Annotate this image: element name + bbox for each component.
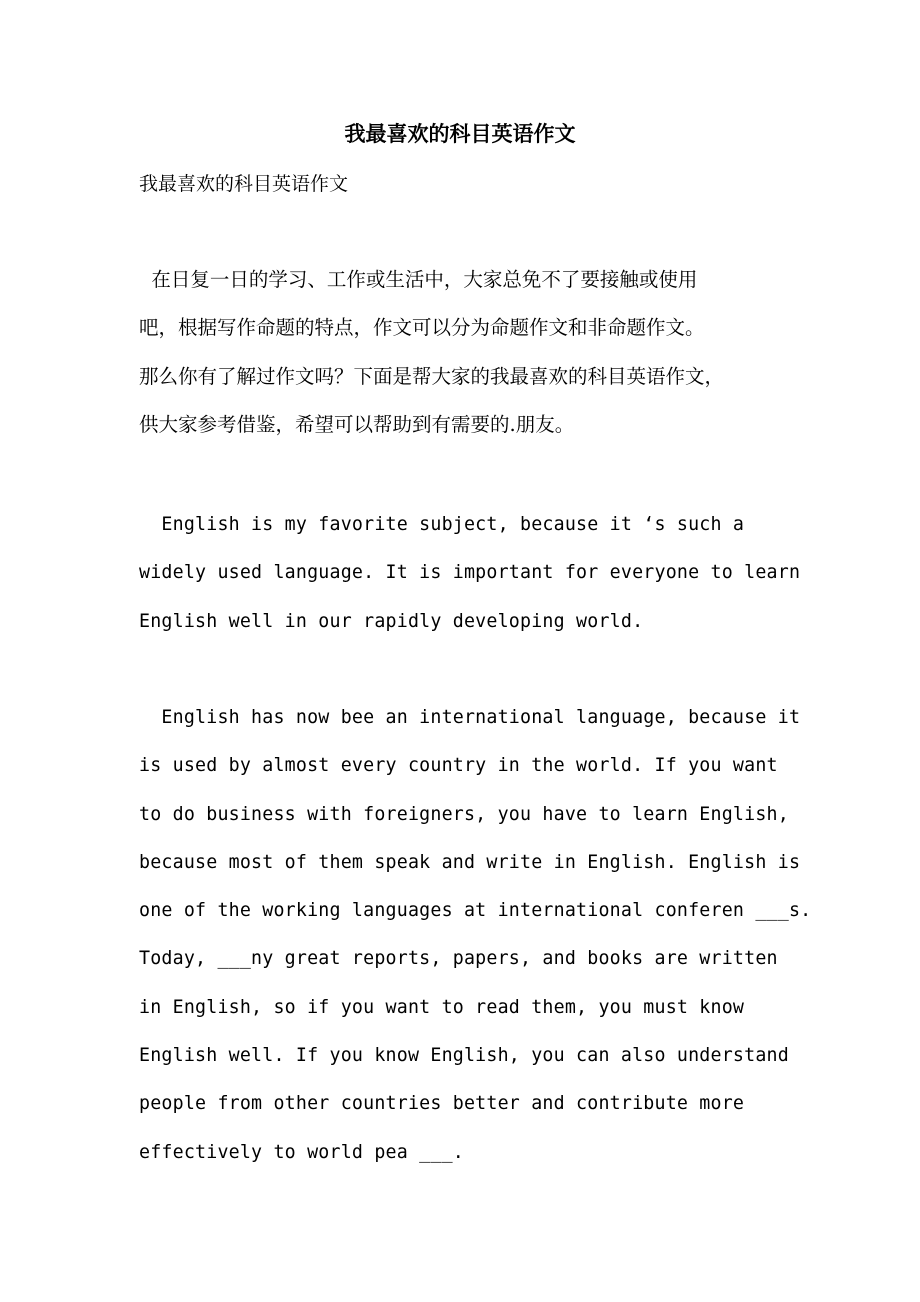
paragraph-line: Today, ___ny great reports, papers, and books are written bbox=[139, 948, 778, 970]
document-subtitle: 我最喜欢的科目英语作文 bbox=[139, 173, 349, 195]
paragraph-line: 供大家参考借鉴，希望可以帮助到有需要的.朋友。 bbox=[139, 412, 575, 436]
paragraph-line: people from other countries better and contribute more bbox=[139, 1093, 745, 1115]
paragraph-line: effectively to world pea ___. bbox=[139, 1141, 464, 1163]
paragraph-line: is used by almost every country in the world. If you want bbox=[139, 755, 778, 777]
paragraph-line: 吧，根据写作命题的特点，作文可以分为命题作文和非命题作文。 bbox=[139, 316, 705, 340]
document-title: 我最喜欢的科目英语作文 bbox=[344, 121, 576, 146]
paragraph-line: one of the working languages at international conferen ___s. bbox=[139, 900, 812, 922]
english-paragraph-2 bbox=[139, 694, 812, 1177]
paragraph-line: in English, so if you want to read them, you must know bbox=[139, 996, 745, 1018]
paragraph-line: widely used language. It is important for everyone to learn bbox=[139, 562, 801, 584]
paragraph-line: because most of them speak and write in English. English is bbox=[139, 851, 801, 873]
paragraph-line: English is my favorite subject, because it ‘s such a bbox=[139, 514, 745, 535]
english-paragraph-1 bbox=[139, 501, 799, 646]
paragraph-line: English well. If you know English, you can also understand bbox=[139, 1045, 789, 1067]
intro-paragraph bbox=[139, 256, 799, 449]
paragraph-line: English well in our rapidly developing world. bbox=[139, 610, 644, 632]
paragraph-line: 那么你有了解过作文吗？下面是帮大家的我最喜欢的科目英语作文， bbox=[139, 364, 725, 388]
paragraph-line: to do business with foreigners, you have to learn English, bbox=[139, 803, 789, 825]
paragraph-line: 在日复一日的学习、工作或生活中，大家总免不了要接触或使用 bbox=[139, 268, 698, 291]
paragraph-line: English has now bee an international language, because it bbox=[139, 707, 801, 728]
